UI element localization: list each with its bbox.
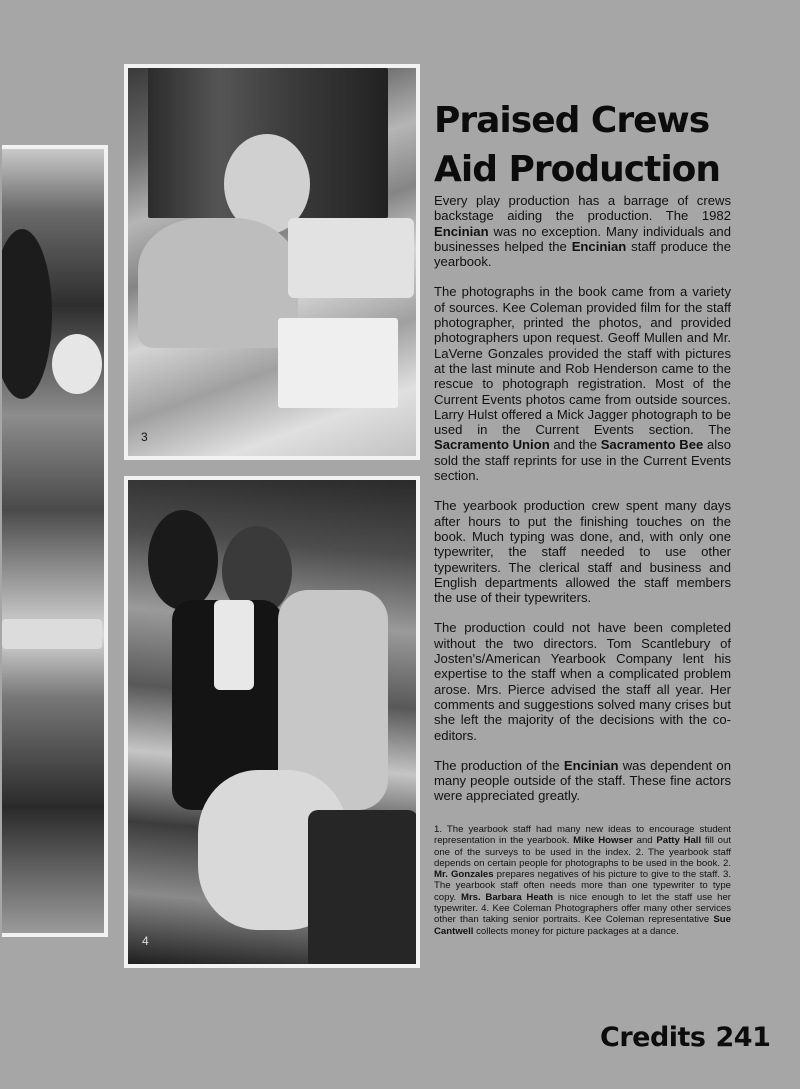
- photo2-hair-left: [148, 510, 218, 610]
- photo-captions: [434, 824, 731, 937]
- caption-name-4: Mrs. Barbara Heath: [460, 891, 554, 903]
- p1-text-3: staff produce the yearbook.: [434, 238, 731, 270]
- caption-text-3: fill out one of the surveys to be used in the index. 2. The yearbook staff depends on certain people for photographs to be used in the book. 2.: [434, 835, 731, 869]
- p2-text-2: and the: [549, 437, 601, 453]
- p1-bold-1: Encinian: [434, 223, 489, 239]
- caption-text-2: and: [632, 835, 657, 847]
- p1-text-2: was no exception. Many individuals and businesses helped the: [434, 223, 731, 254]
- p1-text-1: Every play production has a barrage of crews backstage aiding the production. The 1982: [434, 193, 731, 224]
- photo-left-cropped: [2, 145, 108, 937]
- caption-text-6: collects money for picture packages at a dance.: [473, 925, 679, 937]
- photo2-chair: [308, 810, 418, 968]
- page-number: 241: [715, 1022, 771, 1053]
- paragraph-1: [434, 193, 731, 269]
- article-title: [434, 96, 784, 194]
- photo1-sweater: [138, 218, 298, 348]
- p5-text-1: The production of the: [434, 757, 564, 773]
- photo1-number: 3: [141, 430, 148, 444]
- photo1-card-box: [278, 318, 398, 408]
- section-name: Credits: [600, 1022, 706, 1053]
- photo-left-paper: [2, 619, 102, 649]
- p2-text-1: The photographs in the book came from a variety of sources. Kee Coleman provided film for the staff photographer, printed the photos, and provided photographers upon request. Geoff Mullen and Mr. LaVerne Gonzales provided the staff with pictures at the last minute and Rob Henderson came to the rescue to photograph registration. Most of the Current Events photos came from outside sources. Larry Hulst offered a Mick Jagger photograph to be used in the Current Events section. The: [434, 284, 731, 438]
- caption-name-5: Sue Cantwell: [434, 914, 731, 937]
- paragraph-4: The production could not have been completed without the two directors. Tom Scantlebury of Josten's/American Yearbook Company lent his expertise to the staff when a complicated problem arose. Mrs. Pierce advised the staff all year. Her comments and suggestions solved many crises but she left the majority of the decisions with the co-editors.: [434, 620, 731, 743]
- p5-text-2: was dependent on many people outside of the staff. These fine actors were appreciated greatly.: [434, 757, 731, 804]
- photo-typewriter: [124, 64, 420, 460]
- p2-bold-2: Sacramento Bee: [600, 437, 704, 453]
- title-line-2: Aid Production: [434, 149, 721, 190]
- photo2-shirt: [214, 600, 254, 690]
- article-body: [434, 193, 731, 819]
- paragraph-5: [434, 758, 731, 804]
- caption-text-5: is nice enough to let the staff use her typewriter. 4. Kee Coleman Photographers offer many other services other than taking senior portraits. Kee Coleman representative: [434, 891, 731, 926]
- photo-left-hair: [2, 229, 52, 399]
- p2-text-3: also sold the staff reprints for use in the Current Events section.: [434, 437, 731, 484]
- caption-text-4: prepares negatives of his picture to give to the staff. 3. The yearbook staff often needs more than one typewriter to type copy.: [434, 869, 731, 903]
- title-line-1: Praised Crews: [434, 100, 710, 141]
- paragraph-2: [434, 284, 731, 483]
- p5-bold-1: Encinian: [563, 757, 619, 773]
- paragraph-3: The yearbook production crew spent many days after hours to put the finishing touches on the book. Much typing was done, and, with only one typewriter, the staff needed to use other typewriters. The clerical staff and business and English departments allowed the staff members the use of their typewriters.: [434, 498, 731, 606]
- caption-name-2: Patty Hall: [656, 835, 702, 847]
- caption-name-1: Mike Howser: [573, 835, 633, 847]
- photo2-number: 4: [142, 934, 149, 948]
- photo-left-collar: [52, 334, 102, 394]
- page-footer: [600, 1022, 770, 1053]
- p1-bold-2: Encinian: [571, 238, 627, 254]
- photo1-typewriter: [288, 218, 414, 298]
- p2-bold-1: Sacramento Union: [434, 437, 550, 453]
- photo-dance: [124, 476, 420, 968]
- caption-name-3: Mr. Gonzales: [434, 869, 494, 881]
- caption-text-1: 1. The yearbook staff had many new ideas to encourage student representation in the yearbook.: [434, 824, 731, 847]
